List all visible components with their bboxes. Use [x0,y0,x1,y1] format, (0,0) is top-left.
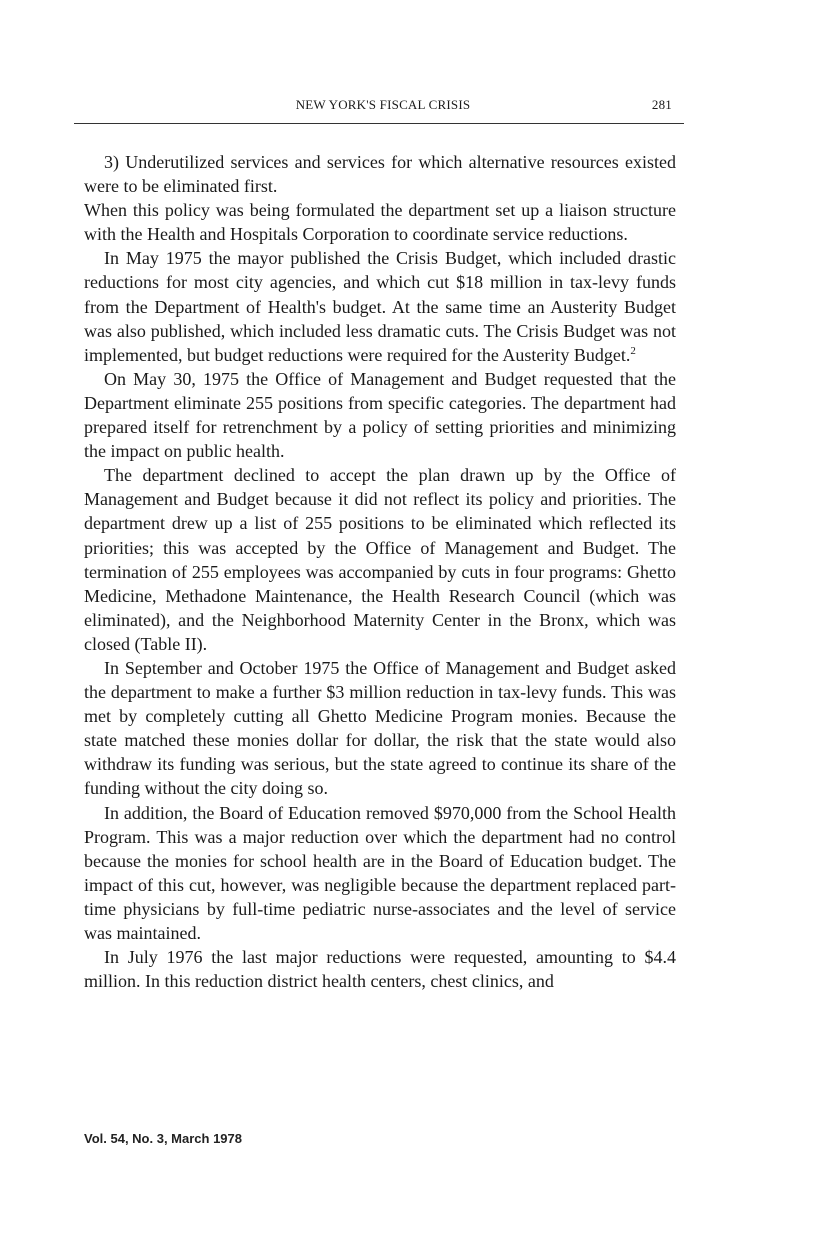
running-head [84,97,682,115]
page-number: 281 [651,97,672,112]
paragraph-may-30: On May 30, 1975 the Office of Management and Budget requested that the Department eliminate 255 positions from specific categories. The department had prepared itself for retrenchment by a policy of setting priorities and minimizing the impact on public health. [84,368,676,462]
header-rule [74,123,684,124]
paragraph-crisis-budget [84,246,676,366]
body-text [84,150,676,993]
paragraph-liaison: When this policy was being formulated the department set up a liaison structure with the Health and Hospitals Corporation to coordinate service reductions. [84,200,676,245]
paragraph-september-october: In September and October 1975 the Office of Management and Budget asked the department to make a further $3 million reduction in tax-levy funds. This was met by completely cutting all Ghetto Medicine Program monies. Because the state matched these monies dollar for dollar, the risk that the state would also withdraw its funding was serious, but the state agreed to continue its share of the funding without the city doing so. [84,657,676,799]
paragraph-policy-item-3: 3) Underutilized services and services for which alternative resources existed were to be eliminated first. [84,152,676,197]
paragraph-july-1976: In July 1976 the last major reductions were requested, amounting to $4.4 million. In this reduction district health centers, chest clinics, and [84,947,676,992]
paragraph-department-plan: The department declined to accept the plan drawn up by the Office of Management and Budget because it did not reflect its policy and priorities. The department drew up a list of 255 positions to be eliminated which reflected its priorities; this was accepted by the Office of Management and Budget. The termination of 255 employees was accompanied by cuts in four programs: Ghetto Medicine, Methadone Maintenance, the Health Research Council (which was eliminated), and the Neighborhood Maternity Center in the Bronx, which was closed (Table II). [84,465,676,654]
paragraph-board-of-education: In addition, the Board of Education removed $970,000 from the School Health Program. This was a major reduction over which the department had no control because the monies for school health are in the Board of Education budget. The impact of this cut, however, was negligible because the department replaced part-time physicians by full-time pediatric nurse-associates and the level of service was maintained. [84,802,676,943]
running-title: NEW YORK'S FISCAL CRISIS [295,97,471,112]
journal-citation: Vol. 54, No. 3, March 1978 [84,1131,242,1146]
paragraph-crisis-budget-text: In May 1975 the mayor published the Crisis Budget, which included drastic reductions for most city agencies, and which cut $18 million in tax-levy funds from the Department of Health's budget. At the same time an Austerity Budget was also published, which included less dramatic cuts. The Crisis Budget was not implemented, but budget reductions were required for the Austerity Budget. [84,248,676,365]
footnote-marker: 2 [630,344,636,357]
